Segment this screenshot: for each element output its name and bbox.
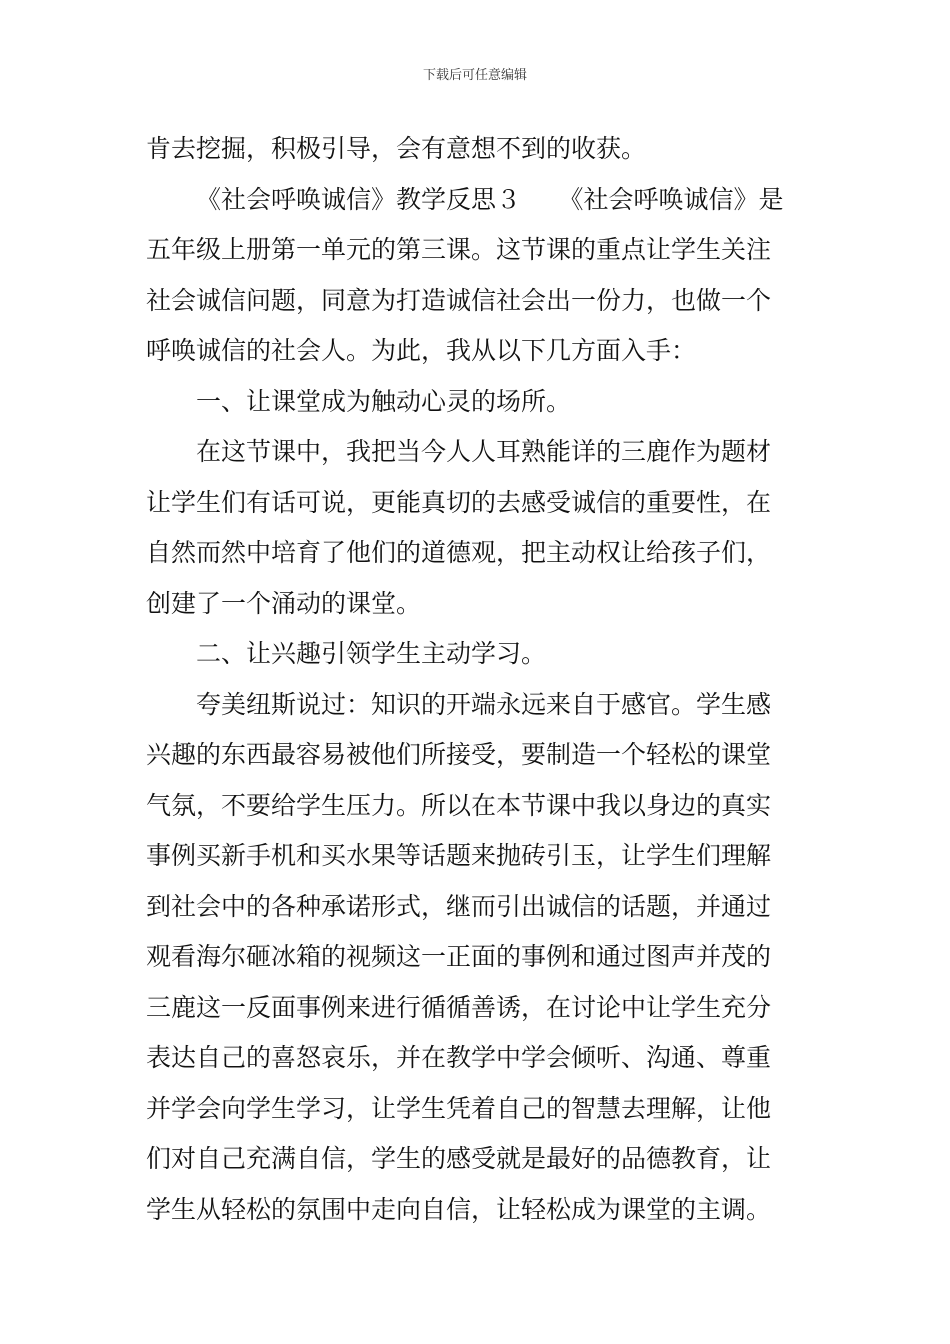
text-line: 事例买新手机和买水果等话题来抛砖引玉，让学生们理解 <box>146 841 772 870</box>
text-line: 呼唤诚信的社会人。为此，我从以下几方面入手： <box>146 336 697 365</box>
section-heading: 一、让课堂成为触动心灵的场所。 <box>196 386 572 416</box>
text-line: 肯去挖掘，积极引导，会有意想不到的收获。 <box>146 134 647 163</box>
page-header: 下载后可任意编辑 <box>422 68 527 83</box>
text-line: 自然而然中培育了他们的道德观，把主动权让给孩子们， <box>146 538 772 567</box>
text-line: 观看海尔砸冰箱的视频这一正面的事例和通过图声并茂的 <box>146 942 772 971</box>
text-line: 夸美纽斯说过：知识的开端永远来自于感官。学生感 <box>196 689 772 719</box>
text-line: 们对自己充满自信，学生的感受就是最好的品德教育，让 <box>146 1144 772 1173</box>
section-heading: 二、让兴趣引领学生主动学习。 <box>196 639 547 668</box>
text-line: 兴趣的东西最容易被他们所接受，要制造一个轻松的课堂 <box>146 740 772 769</box>
text-line: 社会诚信问题，同意为打造诚信社会出一份力，也做一个 <box>146 285 772 315</box>
text-line: 学生从轻松的氛围中走向自信，让轻松成为课堂的主调。 <box>146 1194 772 1224</box>
text-line: 表达自己的喜怒哀乐，并在教学中学会倾听、沟通、尊重 <box>146 1043 772 1072</box>
text-line: 三鹿这一反面事例来进行循循善诱，在讨论中让学生充分 <box>146 992 772 1022</box>
text-line: 并学会向学生学习，让学生凭着自己的智慧去理解，让他 <box>146 1093 772 1123</box>
text-line: 让学生们有话可说，更能真切的去感受诚信的重要性，在 <box>146 487 772 517</box>
text-line: 气氛，不要给学生压力。所以在本节课中我以身边的真实 <box>146 790 772 820</box>
text-line: 在这节课中，我把当今人人耳熟能详的三鹿作为题材 <box>196 437 772 466</box>
text-line: 创建了一个涌动的课堂。 <box>146 588 422 618</box>
text-line: 《社会呼唤诚信》教学反思３ 《社会呼唤诚信》是 <box>196 184 784 214</box>
document-body <box>146 124 816 1235</box>
text-line: 到社会中的各种承诺形式，继而引出诚信的话题，并通过 <box>146 891 772 921</box>
text-line: 五年级上册第一单元的第三课。这节课的重点让学生关注 <box>146 235 772 264</box>
